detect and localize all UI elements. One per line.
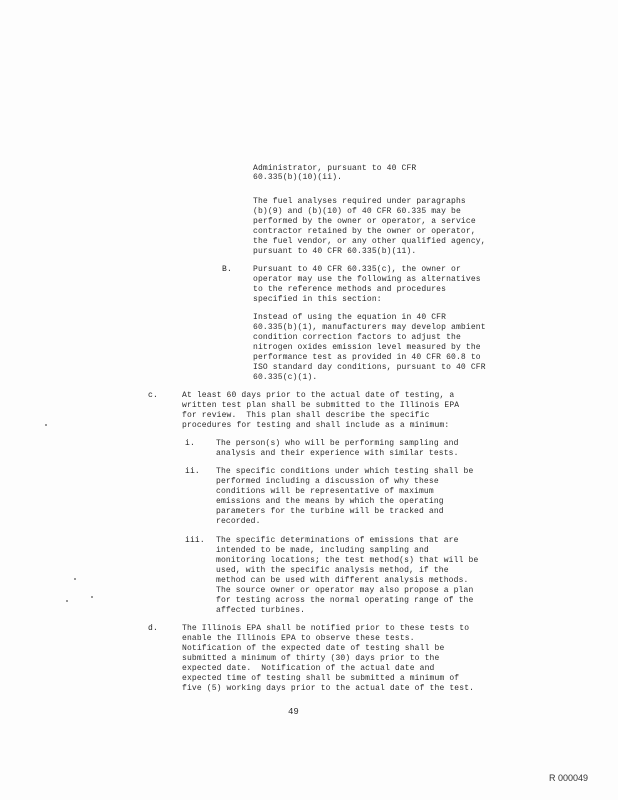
page-number: 49	[288, 707, 299, 717]
text-line: (b)(9) and (b)(10) of 40 CFR 60.335 may be	[253, 207, 461, 216]
text-line: submitted a minimum of thirty (30) days prior to the	[182, 654, 440, 663]
text-line: emissions and the means by which the operating	[216, 497, 444, 506]
text-line: written test plan shall be submitted to the Illinois EPA	[182, 401, 460, 410]
text-line: operator may use the following as alternatives	[253, 275, 481, 284]
list-marker: ii.	[185, 467, 200, 476]
text-line: procedures for testing and shall include as a minimum:	[182, 421, 450, 430]
text-line: At least 60 days prior to the actual date of testing, a	[182, 391, 455, 400]
text-line: nitrogen oxides emission level measured by the	[253, 343, 481, 352]
list-marker: iii.	[185, 536, 205, 545]
scan-speck	[45, 424, 47, 426]
text-line: condition correction factors to adjust the	[253, 333, 461, 342]
list-marker: B.	[222, 265, 232, 274]
text-line: expected time of testing shall be submitted a minimum of	[182, 674, 460, 683]
text-line: 60.335(b)(1), manufacturers may develop ambient	[253, 323, 486, 332]
scan-speck	[91, 596, 93, 598]
text-line: 60.335(c)(1).	[253, 373, 318, 382]
text-line: performance test as provided in 40 CFR 60.8 to	[253, 353, 481, 362]
text-line: The person(s) who will be performing sampling and	[216, 439, 459, 448]
text-line: performed by the owner or operator, a service	[253, 217, 476, 226]
text-line: The specific conditions under which testing shall be	[216, 467, 474, 476]
scan-speck	[74, 578, 76, 580]
text-line: pursuant to 40 CFR 60.335(b)(11).	[253, 247, 417, 256]
text-line: The specific determinations of emissions that are	[216, 536, 459, 545]
text-line: ISO standard day conditions, pursuant to 40 CFR	[253, 363, 486, 372]
text-line: recorded.	[216, 517, 261, 526]
list-marker: c.	[148, 391, 158, 400]
text-line: for review. This plan shall describe the specific	[182, 411, 430, 420]
text-line: for testing across the normal operating range of the	[216, 596, 474, 605]
text-line: affected turbines.	[216, 606, 306, 615]
text-line: conditions will be representative of maximum	[216, 487, 434, 496]
text-line: Administrator, pursuant to 40 CFR	[253, 164, 417, 173]
scan-speck	[66, 600, 68, 602]
text-line: Notification of the expected date of testing shall be	[182, 644, 445, 653]
text-line: intended to be made, including sampling and	[216, 546, 429, 555]
text-line: Instead of using the equation in 40 CFR	[253, 313, 447, 322]
text-line: the fuel vendor, or any other qualified agency,	[253, 237, 486, 246]
text-line: method can be used with different analysis methods.	[216, 576, 469, 585]
list-marker: i.	[185, 439, 195, 448]
text-line: five (5) working days prior to the actual date of the test.	[182, 684, 475, 693]
text-line: used, with the specific analysis method, if the	[216, 566, 449, 575]
text-line: Pursuant to 40 CFR 60.335(c), the owner or	[253, 265, 461, 274]
text-line: expected date. Notification of the actual date and	[182, 664, 435, 673]
text-line: The Illinois EPA shall be notified prior to these tests to	[182, 624, 470, 633]
text-line: specified in this section:	[253, 295, 382, 304]
text-line: The fuel analyses required under paragraphs	[253, 197, 466, 206]
text-line: contractor retained by the owner or operator,	[253, 227, 476, 236]
text-line: analysis and their experience with similar tests.	[216, 449, 459, 458]
text-line: performed including a discussion of why these	[216, 477, 439, 486]
bates-number: R 000049	[549, 773, 589, 783]
text-line: parameters for the turbine will be tracked and	[216, 507, 444, 516]
text-line: to the reference methods and procedures	[253, 285, 447, 294]
text-line: 60.335(b)(10)(ii).	[253, 173, 343, 182]
text-line: enable the Illinois EPA to observe these tests.	[182, 634, 415, 643]
text-line: monitoring locations; the test method(s) that will be	[216, 556, 479, 565]
list-marker: d.	[148, 624, 158, 633]
text-line: The source owner or operator may also propose a plan	[216, 586, 474, 595]
